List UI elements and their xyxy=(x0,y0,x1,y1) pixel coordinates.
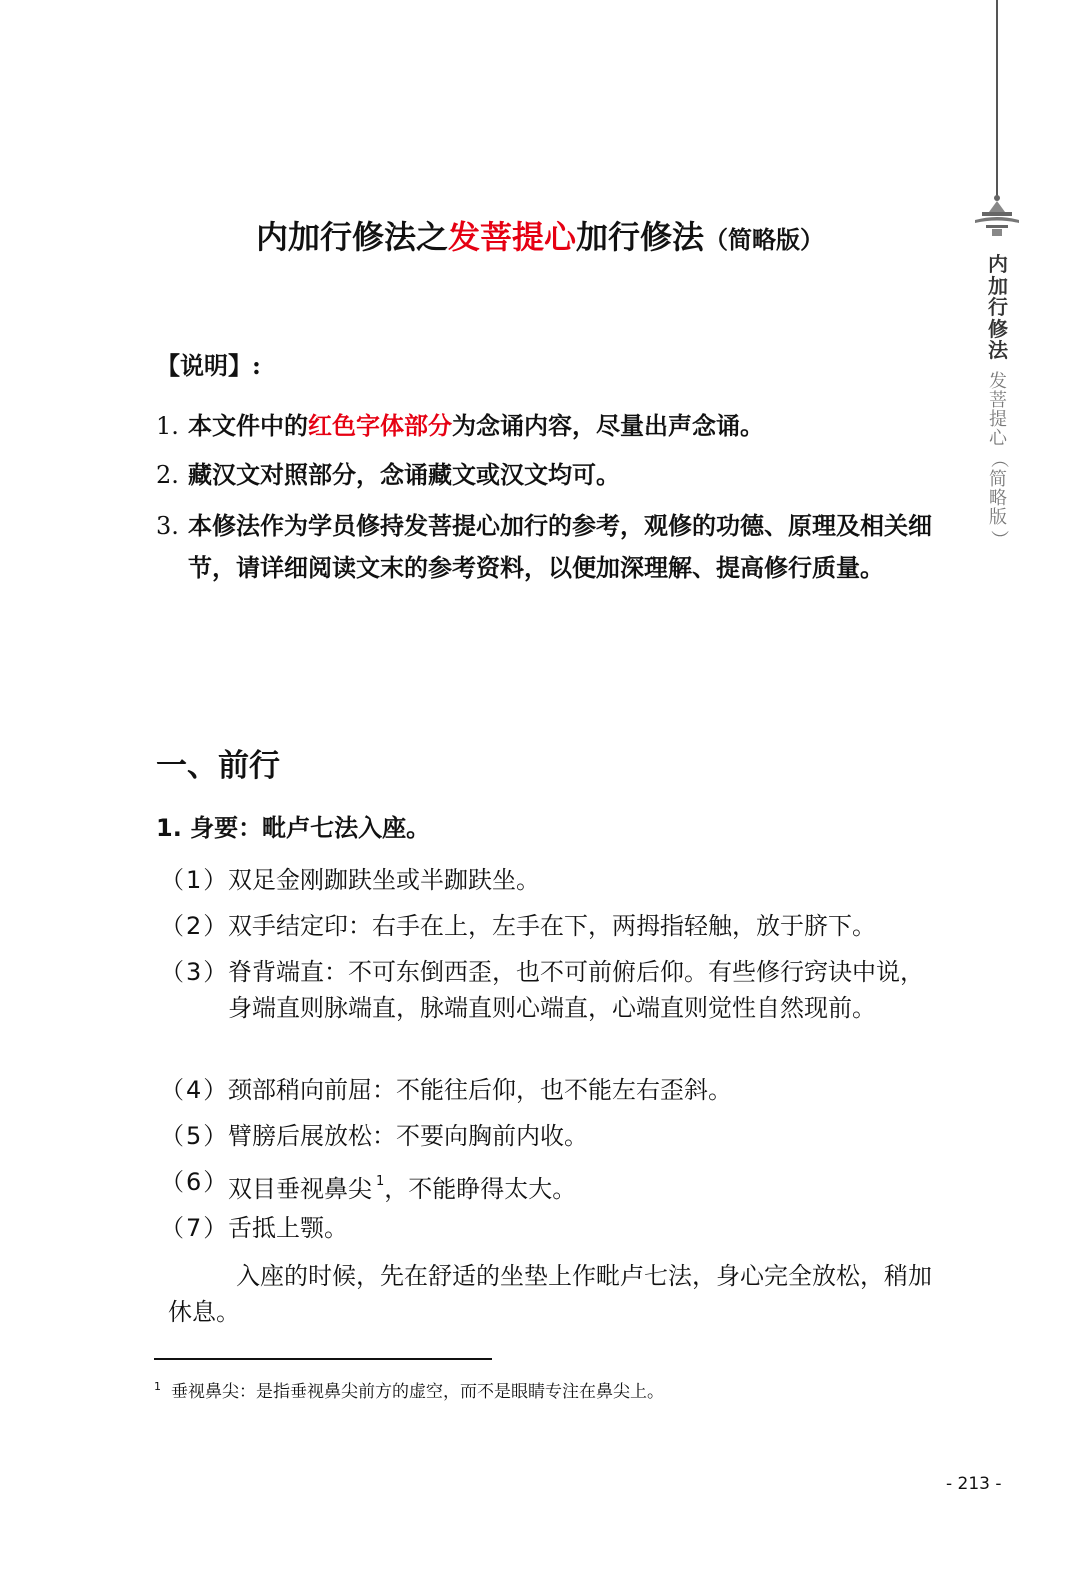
note-number: 2. xyxy=(156,461,179,489)
list-item-text: 臂膀后展放松：不要向胸前内收。 xyxy=(228,1122,588,1150)
list-item-label: （4） xyxy=(160,1076,230,1104)
list-item-label: （5） xyxy=(160,1122,230,1150)
page-number: - 213 - xyxy=(946,1474,1002,1494)
note-item-3 xyxy=(156,505,948,589)
side-char: 简 xyxy=(989,469,1007,491)
list-item xyxy=(160,862,934,898)
side-char: 版 xyxy=(989,507,1007,529)
side-char: 菩 xyxy=(989,390,1007,412)
list-item xyxy=(160,908,934,944)
note-text: 藏汉文对照部分，念诵藏文或汉文均可。 xyxy=(188,460,620,489)
title-part-1: 内加行修法之 xyxy=(255,218,448,256)
note-text-part: 为念诵内容，尽量出声念诵。 xyxy=(452,411,764,440)
side-char: 法 xyxy=(988,338,1008,363)
list-item-text: 颈部稍向前屈：不能往后仰，也不能左右歪斜。 xyxy=(228,1076,732,1104)
side-char: 修 xyxy=(988,316,1008,341)
note-text-part: 本文件中的 xyxy=(188,411,308,440)
footnote-ref: 1 xyxy=(376,1174,385,1189)
side-char: 行 xyxy=(988,295,1008,320)
list-item xyxy=(160,1164,934,1207)
list-item-text-part: 双目垂视鼻尖 xyxy=(228,1175,372,1203)
side-char: 发 xyxy=(989,370,1007,392)
notes-heading: 【说明】: xyxy=(156,351,261,380)
list-item-text: 脊背端直：不可东倒西歪，也不可前俯后仰。有些修行窍诀中说，身端直则脉端直，脉端直则心端直，心端直则觉性自然现前。 xyxy=(228,958,924,1022)
list-item-label: （6） xyxy=(160,1168,230,1196)
side-paren-open: （ xyxy=(988,450,1009,469)
side-char: 加 xyxy=(988,273,1008,298)
list-item xyxy=(160,954,934,1026)
side-running-title xyxy=(984,254,1012,550)
list-item-label: （2） xyxy=(160,912,230,940)
note-item-2 xyxy=(156,454,948,496)
section-title: 一、前行 xyxy=(156,748,280,784)
side-char: 略 xyxy=(989,488,1007,510)
note-red-text: 红色字体部分 xyxy=(308,411,452,440)
title-red-part: 发菩提心 xyxy=(447,218,576,256)
list-item-label: （3） xyxy=(160,958,230,986)
list-item-text: 双足金刚跏趺坐或半跏趺坐。 xyxy=(228,866,540,894)
list-item-text: 舌抵上颚。 xyxy=(228,1214,348,1242)
body-paragraph: 入座的时候，先在舒适的坐垫上作毗卢七法，身心完全放松，稍加休息。 xyxy=(168,1262,932,1326)
side-title-light xyxy=(989,372,1007,550)
list-item-label: （7） xyxy=(160,1214,230,1242)
side-char: 内 xyxy=(988,252,1008,276)
section-subtitle: 1. 身要：毗卢七法入座。 xyxy=(156,814,431,842)
footnote-rule xyxy=(154,1358,492,1360)
side-paren-close: ） xyxy=(988,529,1009,548)
side-char: 提 xyxy=(989,409,1007,431)
side-char: 心 xyxy=(989,428,1007,450)
list-item-text xyxy=(228,1164,934,1207)
list-item-text: 双手结定印：右手在上，左手在下，两拇指轻触，放于脐下。 xyxy=(228,912,876,940)
side-title-bold xyxy=(988,254,1008,362)
note-text xyxy=(188,405,948,447)
page-title xyxy=(0,212,1080,258)
note-number: 3. xyxy=(156,512,179,540)
footnote-text: 垂视鼻尖：是指垂视鼻尖前方的虚空，而不是眼睛专注在鼻尖上。 xyxy=(171,1382,664,1402)
note-text: 本修法作为学员修持发菩提心加行的参考，观修的功德、原理及相关细节，请详细阅读文末的参考资料，以便加深理解、提高修行质量。 xyxy=(188,511,932,582)
title-part-3: 加行修法 xyxy=(576,218,705,256)
side-vertical-line xyxy=(996,0,998,196)
note-item-1 xyxy=(156,405,948,447)
footnote xyxy=(154,1374,664,1405)
list-item-text-part: ，不能睁得太大。 xyxy=(384,1175,577,1203)
list-item xyxy=(160,1210,934,1246)
list-item xyxy=(160,1118,934,1154)
note-number: 1. xyxy=(156,412,179,440)
title-version: （简略版） xyxy=(704,225,825,254)
list-item-label: （1） xyxy=(160,866,230,894)
footnote-number: 1 xyxy=(154,1380,161,1393)
list-item xyxy=(160,1072,934,1108)
